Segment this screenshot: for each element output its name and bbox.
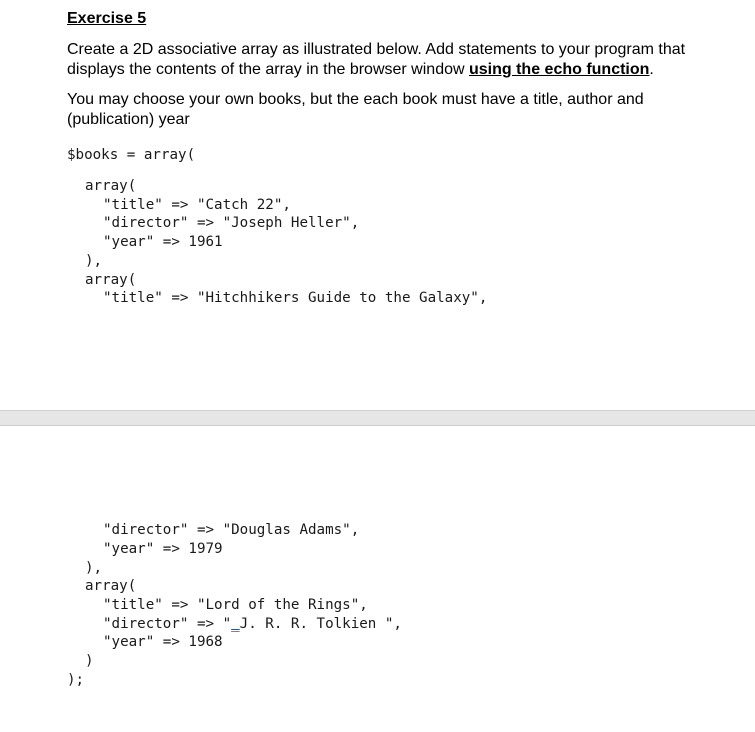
code-book3-director: [103, 615, 402, 634]
code-book3-director-prefix: "director" => ": [103, 616, 232, 632]
code-book1-director: "director" => "Joseph Heller",: [103, 215, 360, 231]
code-array-open-1: array(: [85, 178, 137, 194]
code-array-open-2: array(: [85, 272, 137, 288]
code-book2-year: "year" => 1979: [103, 541, 223, 557]
books-note-paragraph: You may choose your own books, but the each book must have a title, author and (publication) year: [67, 91, 644, 128]
code-book2-director: "director" => "Douglas Adams",: [103, 522, 360, 538]
page-break: [0, 410, 755, 426]
code-array-close-1: ),: [85, 253, 103, 269]
exercise-heading: Exercise 5: [67, 10, 147, 27]
code-book3-year: "year" => 1968: [103, 634, 223, 650]
code-array-close-3: ): [85, 653, 94, 669]
code-book3-director-rest: J. R. R. Tolkien ",: [239, 616, 402, 632]
code-books-open: $books = array(: [67, 147, 196, 163]
instructions-paragraph: [67, 40, 707, 80]
code-book2-title: "title" => "Hitchhikers Guide to the Galaxy",: [103, 290, 488, 306]
instructions-end: .: [649, 61, 654, 78]
code-array-close-2: ),: [85, 560, 103, 576]
code-book1-title: "title" => "Catch 22",: [103, 197, 291, 213]
code-books-close: );: [67, 672, 85, 688]
code-book1-year: "year" => 1961: [103, 234, 223, 250]
code-book3-title: "title" => "Lord of the Rings",: [103, 597, 368, 613]
echo-function-emphasis: using the echo function: [468, 61, 650, 78]
code-array-open-3: array(: [85, 578, 137, 594]
instructions-text: Create a 2D associative array as illustrated below. Add statements to your program that displays the contents of the array in the browser window: [67, 41, 686, 78]
code-book3-director-mark: _: [231, 616, 240, 632]
